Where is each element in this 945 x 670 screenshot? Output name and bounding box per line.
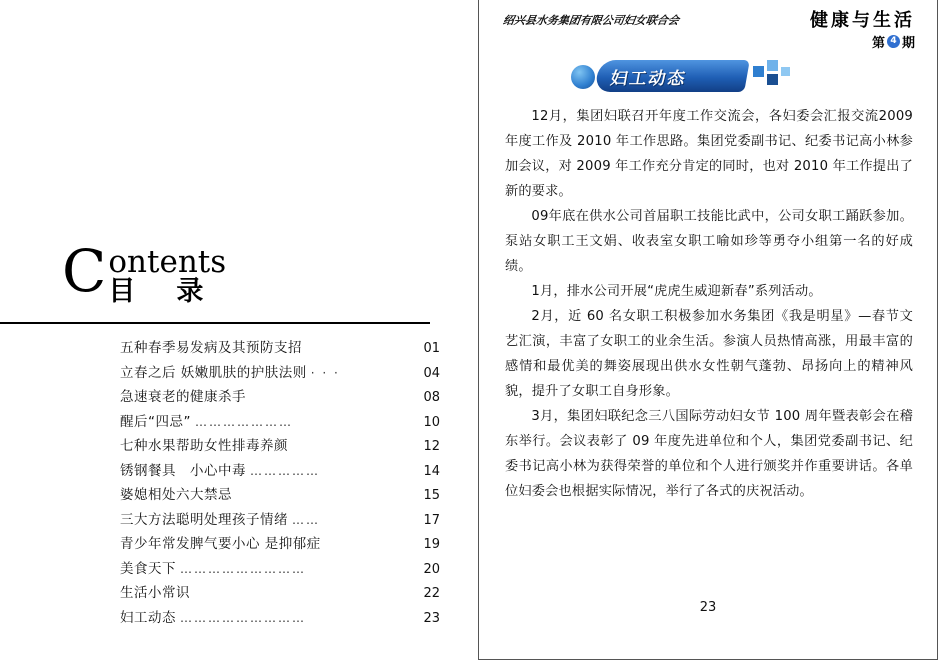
square-icon: [781, 67, 790, 76]
toc-leader: …………………: [195, 414, 293, 429]
issue-prefix: 第: [871, 36, 885, 51]
toc-page-number: 22: [423, 586, 440, 601]
list-item[interactable]: [120, 606, 440, 631]
circle-icon: [571, 65, 595, 89]
organization-line: 绍兴县水务集团有限公司妇女联合会: [502, 14, 680, 27]
list-item[interactable]: [120, 459, 440, 484]
issue-number-badge: 4: [887, 35, 900, 48]
toc-page-number: 14: [423, 463, 440, 479]
table-of-contents: [120, 336, 440, 630]
toc-title: 青少年常发脾气要小心 是抑郁症: [120, 536, 321, 552]
masthead-title: 健康与生活: [810, 10, 915, 31]
issue-label: [872, 32, 915, 51]
toc-title: 生活小常识: [120, 585, 190, 601]
toc-page-number: 23: [423, 610, 440, 626]
contents-divider: [0, 322, 430, 324]
toc-leader: · · ·: [310, 365, 340, 380]
toc-title: 五种春季易发病及其预防支招: [120, 340, 302, 356]
toc-title: 三大方法聪明处理孩子情绪: [120, 511, 288, 528]
paragraph: 09年底在供水公司首届职工技能比武中，公司女职工踊跃参加。泵站女职工王文娟、收表室女职工喻如珍等勇夺小组第一名的好成绩。: [505, 209, 913, 274]
toc-page-number: 10: [423, 414, 440, 430]
drop-cap: C: [62, 237, 107, 305]
list-item[interactable]: [120, 483, 440, 508]
toc-title: 锈钢餐具 小心中毒: [120, 462, 246, 479]
page-number: 23: [699, 600, 717, 615]
toc-leader: ………………………: [180, 561, 306, 576]
toc-page-number: 20: [423, 561, 440, 577]
toc-title: 立春之后 妖嫩肌肤的护肤法则: [120, 364, 307, 381]
list-item[interactable]: [120, 336, 440, 361]
issue-suffix: 期: [901, 36, 915, 51]
list-item[interactable]: [120, 581, 440, 606]
toc-title: 婆媳相处六大禁忌: [120, 487, 232, 503]
list-item[interactable]: [120, 410, 440, 435]
page-header: [479, 4, 937, 56]
paragraph: 3月，集团妇联纪念三八国际劳动妇女节 100 周年暨表彰会在稽东举行。会议表彰了 09 年度先进单位和个人，集团党委副书记、纪委书记高小林为获得荣誉的单位和个人进行颁奖并作重要讲话。各单位妇委会也根据实际情况，举行了各式的庆祝活动。: [505, 409, 913, 499]
contents-heading-english: ontents: [108, 244, 227, 280]
list-item[interactable]: [120, 532, 440, 557]
paragraph: 2月，近 60 名女职工积极参加水务集团《我是明星》—春节文艺汇演，丰富了女职工的业余生活。参演人员热情高涨，用最丰富的感情和最优美的舞姿展现出供水女性朝气蓬勃、昂扬向上的精神风貌，提升了女职工自身形象。: [505, 309, 913, 399]
toc-title: 妇工动态: [120, 609, 176, 626]
contents-heading-chinese: 目 录: [108, 276, 211, 307]
toc-leader: ………………………: [180, 610, 306, 625]
toc-page-number: 12: [423, 439, 440, 454]
toc-page-number: 08: [423, 390, 440, 405]
toc-title: 醒后“四忌”: [120, 413, 191, 430]
square-icon: [767, 74, 778, 85]
section-banner: [571, 60, 831, 94]
list-item[interactable]: [120, 557, 440, 582]
section-title: 妇工动态: [608, 69, 689, 89]
article-body: [505, 104, 913, 504]
toc-page-number: 15: [423, 488, 440, 503]
list-item[interactable]: [120, 361, 440, 386]
toc-page-number: 04: [423, 365, 440, 381]
list-item[interactable]: [120, 385, 440, 410]
toc-page-number: 19: [423, 537, 440, 552]
paragraph: 1月，排水公司开展“虎虎生威迎新春”系列活动。: [531, 284, 822, 299]
toc-page-number: 01: [423, 341, 440, 356]
square-icon: [767, 60, 778, 71]
toc-leader: ……: [292, 512, 320, 527]
toc-page-number: 17: [423, 512, 440, 528]
square-icon: [753, 66, 764, 77]
list-item[interactable]: [120, 434, 440, 459]
toc-leader: ……………: [250, 463, 320, 478]
contents-page: [0, 0, 470, 670]
list-item[interactable]: [120, 508, 440, 533]
toc-title: 急速衰老的健康杀手: [120, 389, 246, 405]
paragraph: 12月，集团妇联召开年度工作交流会，各妇委会汇报交流2009年度工作及 2010 年工作思路。集团党委副书记、纪委书记高小林参加会议，对 2009 年工作充分肯定的同时，也对 2010 年工作提出了新的要求。: [505, 109, 913, 199]
toc-title: 美食天下: [120, 560, 176, 577]
contents-heading: [62, 237, 422, 307]
toc-title: 七种水果帮助女性排毒养颜: [120, 438, 288, 454]
article-page: [478, 0, 938, 660]
